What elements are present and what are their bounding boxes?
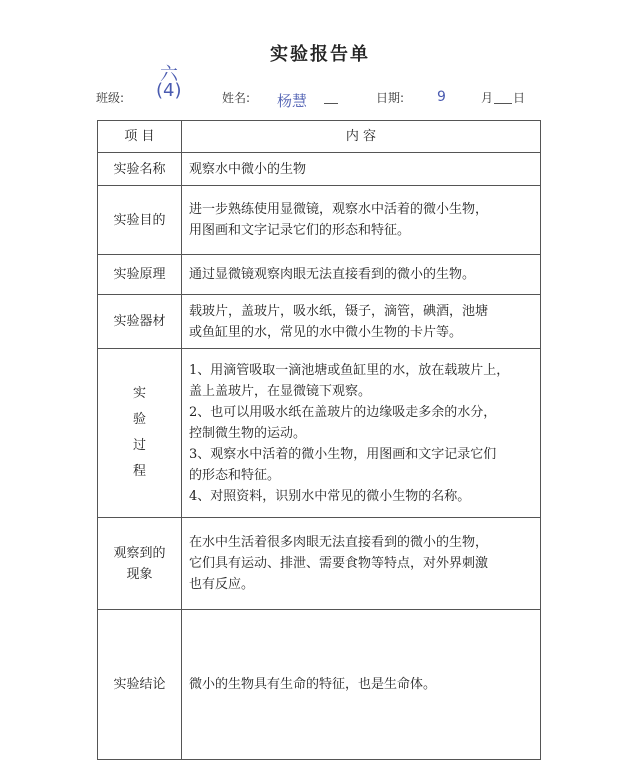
class-value-number: (4) <box>156 80 182 101</box>
column-header-content: 内 容 <box>182 121 541 153</box>
name-label: 姓名: <box>222 91 251 105</box>
row-label <box>98 349 182 518</box>
row-content: 载玻片，盖玻片，吸水纸，镊子，滴管，碘酒，池塘 或鱼缸里的水，常见的水中微小生物的卡片等。 <box>182 295 541 349</box>
class-value-grade: 六 <box>160 64 178 85</box>
page-title: 实验报告单 <box>270 44 370 65</box>
table-row <box>98 186 541 255</box>
table-row <box>98 349 541 518</box>
row-label: 实验名称 <box>98 153 182 186</box>
name-value: 杨慧 <box>277 92 308 110</box>
table-row <box>98 610 541 760</box>
date-month-value: 9 <box>437 89 446 105</box>
row-content: 观察水中微小的生物 <box>182 153 541 186</box>
table-row <box>98 295 541 349</box>
row-label: 实验原理 <box>98 255 182 295</box>
row-label-char: 过 <box>132 438 146 453</box>
row-label-char: 验 <box>132 412 146 427</box>
report-table <box>97 120 541 760</box>
row-content: 通过显微镜观察肉眼无法直接看到的微小的生物。 <box>182 255 541 295</box>
row-label: 实验器材 <box>98 295 182 349</box>
row-label-char: 程 <box>132 464 146 479</box>
row-label: 实验目的 <box>98 186 182 255</box>
name-underline <box>324 103 338 104</box>
table-row <box>98 153 541 186</box>
table-header-row <box>98 121 541 153</box>
row-label-char: 实 <box>132 386 146 401</box>
row-content: 进一步熟练使用显微镜，观察水中活着的微小生物， 用图画和文字记录它们的形态和特征。 <box>182 186 541 255</box>
row-content: 1、用滴管吸取一滴池塘或鱼缸里的水，放在载玻片上， 盖上盖玻片，在显微镜下观察。 2、也可以用吸水纸在盖玻片的边缘吸走多余的水分， 控制微生物的运动。 3、观察水中活着的微小生物，用图画和文字记录它们 的形态和特征。 4、对照资料，识别水中常见的微小生物的名称。 <box>182 349 541 518</box>
date-day-unit: 日 <box>513 91 526 105</box>
table-row <box>98 518 541 610</box>
column-header-item: 项 目 <box>98 121 182 153</box>
row-label: 实验结论 <box>98 610 182 760</box>
row-content: 微小的生物具有生命的特征，也是生命体。 <box>182 610 541 760</box>
row-label: 观察到的 现象 <box>98 518 182 610</box>
class-label: 班级: <box>96 91 125 105</box>
date-month-unit: 月 <box>481 91 494 105</box>
date-day-underline <box>494 103 512 104</box>
table-row <box>98 255 541 295</box>
date-label: 日期: <box>376 91 405 105</box>
row-content: 在水中生活着很多肉眼无法直接看到的微小的生物， 它们具有运动、排泄、需要食物等特点，对外界刺激 也有反应。 <box>182 518 541 610</box>
